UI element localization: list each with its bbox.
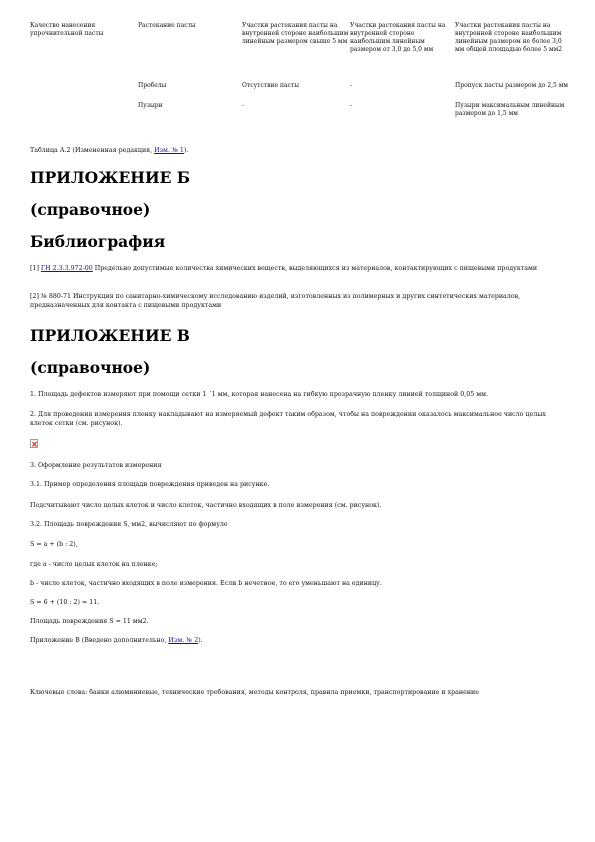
reference-link[interactable]: ГН 2.3.3.972-00 [40, 265, 93, 272]
table-row [30, 102, 570, 126]
table-cell: Растекание пасты [138, 22, 196, 29]
appendix-c-subtitle: (справочное) [30, 358, 151, 377]
bibliography-ref-2: [2] № 880-71 Инструкция по санитарно-химическому исследованию изделий, изготовленных из полимерных и других синтетических материалов, предназначенных для контакта с пищевыми продуктами [30, 293, 521, 309]
table-cell: Участки растекания пасты на внутренней стороне наибольшим линейным размером не более 3,0 мм общей площадью более 5 мм2 [455, 22, 563, 53]
paragraph: Подсчитывают число целых клеток и число клеток, частично входящих в поле измерения (см. рисунок). [30, 502, 382, 509]
paragraph: 3.1. Пример определения площади повреждения приведен на рисунке. [30, 481, 270, 488]
appendix-c-title: ПРИЛОЖЕНИЕ В [30, 326, 190, 345]
formula: S = 6 + (10 : 2) = 11. [30, 599, 100, 606]
appendix-c-note [30, 636, 570, 645]
table-row [30, 22, 570, 82]
amendment-link[interactable]: Изм. № 2 [168, 637, 199, 644]
appendix-b-title: ПРИЛОЖЕНИЕ Б [30, 168, 191, 187]
table-cell: Участки растекания пасты на внутренней стороне наибольшим линейным размером свыше 5 мм [242, 22, 349, 45]
paragraph: где a - число целых клеток на пленке; [30, 561, 158, 568]
table-note [30, 146, 570, 155]
table-cell: Пропуск пасты размером до 2,5 мм [455, 82, 569, 89]
paragraph: 1. Площадь дефектов измеряют при помощи сетки 1 ´1 мм, которая нанесена на гибкую прозрачную пленку линией толщиной 0,05 мм. [30, 391, 489, 398]
table-cell: Отсутствие пасты [242, 82, 299, 89]
ref-number: [1] [30, 265, 41, 272]
table-cell: Пузыри [138, 102, 163, 109]
paragraph: Площадь повреждения S = 11 мм2. [30, 618, 149, 625]
amendment-link[interactable]: Изм. № 1 [154, 147, 184, 154]
bibliography-heading: Библиография [30, 232, 166, 251]
note-text: Приложение В (Введено дополнительно, [30, 637, 169, 644]
paragraph: b - число клеток, частично входящих в поле измерения. Если b нечетное, то его уменьшают на единицу. [30, 580, 382, 587]
appendix-b-subtitle: (справочное) [30, 200, 151, 219]
table-cell: Пузыри максимальным линейным размером до 1,5 мм [455, 102, 565, 117]
table-cell: Пробелы [138, 82, 167, 89]
paragraph: 3.2. Площадь повреждения S, мм2, вычисляют по формуле [30, 521, 228, 528]
paragraph: 3. Оформление результатов измерения [30, 462, 162, 469]
ref-text: Предельно допустимые количества химических веществ, выделяющихся из материалов, контактирующих с пищевыми продуктами [92, 265, 538, 272]
table-cell: - [350, 82, 353, 89]
table-note-text: Таблица А.2 (Измененная редакция, [30, 147, 155, 154]
table-cell: - [242, 102, 245, 109]
paragraph: 2. Для проведения измерения пленку накладывают на измеряемый дефект таким образом, чтобы на повреждении оказалось максимальное число целых клеток сетки (см. рисунок). [30, 411, 546, 427]
table-cell: Участки растекания пасты на внутренней стороне наибольшим линейным размером от 3,0 до 5,0 мм [350, 22, 446, 53]
table-row [30, 82, 570, 102]
table-note-suffix: ). [183, 147, 189, 154]
table-cell: Качество нанесения упрочнительной пасты [30, 22, 104, 37]
note-suffix: ). [198, 637, 203, 644]
formula: S = a + (b : 2), [30, 541, 78, 548]
broken-image-icon [30, 439, 38, 448]
bibliography-ref-1 [30, 264, 570, 273]
table-cell: - [350, 102, 353, 109]
keywords: Ключевые слова: банки алюминиевые, технические требования, методы контроля, правила приемки, транспортирование и хранение [30, 689, 479, 696]
